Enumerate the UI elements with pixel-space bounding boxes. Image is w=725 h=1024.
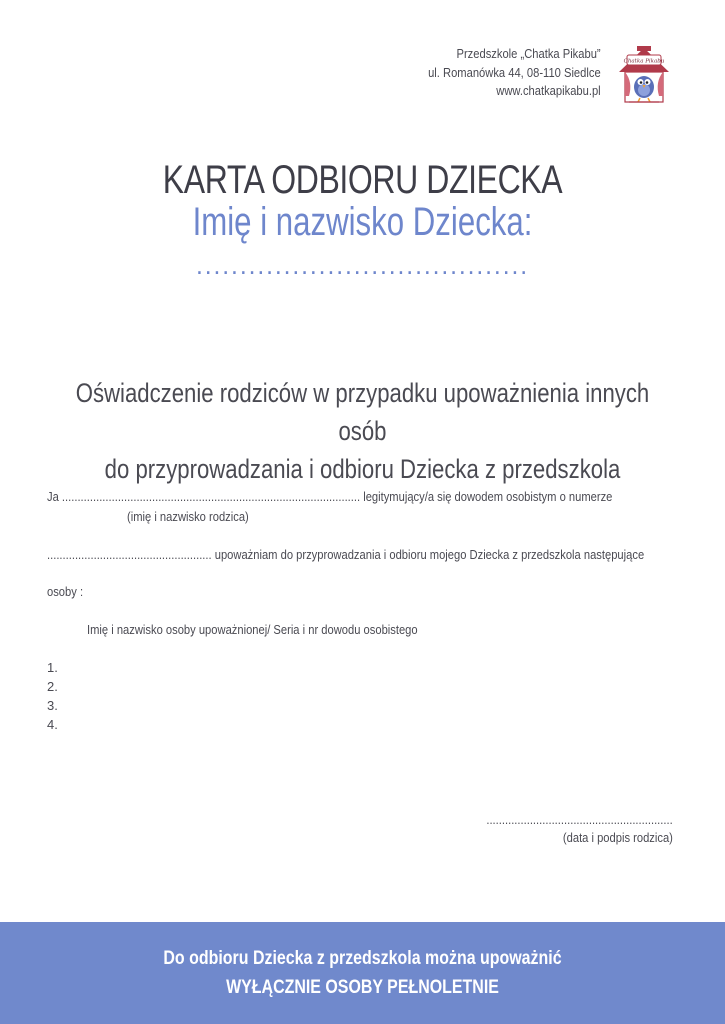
list-item[interactable]: 3.: [47, 698, 58, 713]
footer-line-2: WYŁĄCZNIE OSOBY PEŁNOLETNIE: [226, 977, 499, 998]
parent-name-line[interactable]: Ja ................................................................................................ legitymujący/a się dowodem osobistym o numerze: [47, 489, 613, 504]
kindergarten-logo: [615, 42, 673, 110]
website: www.chatkapikabu.pl: [496, 83, 601, 98]
statement-line-2: do przyprowadzania i odbioru Dziecka z przedszkola: [104, 454, 621, 484]
page-title: KARTA ODBIORU DZIECKA: [162, 158, 563, 202]
columns-header: Imię i nazwisko osoby upoważnionej/ Seria i nr dowodu osobistego: [87, 622, 418, 637]
signature-field[interactable]: ............................................................: [486, 812, 673, 827]
statement-line-1: Oświadczenie rodziców w przypadku upoważnienia innych osób: [75, 378, 650, 446]
footer-banner: [0, 922, 725, 1024]
child-name-label: Imię i nazwisko Dziecka:: [192, 200, 533, 244]
street-address: ul. Romanówka 44, 08-110 Siedlce: [428, 64, 601, 80]
child-name-field[interactable]: ......................................: [196, 250, 529, 280]
persons-label: osoby :: [47, 584, 84, 599]
kindergarten-address: [428, 45, 601, 101]
svg-text:Chatka Pikabu: Chatka Pikabu: [623, 58, 665, 65]
authorization-line[interactable]: ..................................................... upoważniam do przyprowadzania i odbioru mojego Dziecka z przedszkola następujące: [47, 547, 645, 562]
signature-label: (data i podpis rodzica): [563, 830, 673, 845]
list-item[interactable]: 2.: [47, 679, 58, 694]
statement-heading: [65, 374, 660, 488]
kindergarten-name: Przedszkole „Chatka Pikabu”: [456, 46, 601, 61]
parent-name-hint: (imię i nazwisko rodzica): [127, 509, 249, 524]
footer-line-1: Do odbioru Dziecka z przedszkola można upoważnić: [163, 948, 562, 969]
list-item[interactable]: 4.: [47, 717, 58, 732]
list-item[interactable]: 1.: [47, 660, 58, 675]
